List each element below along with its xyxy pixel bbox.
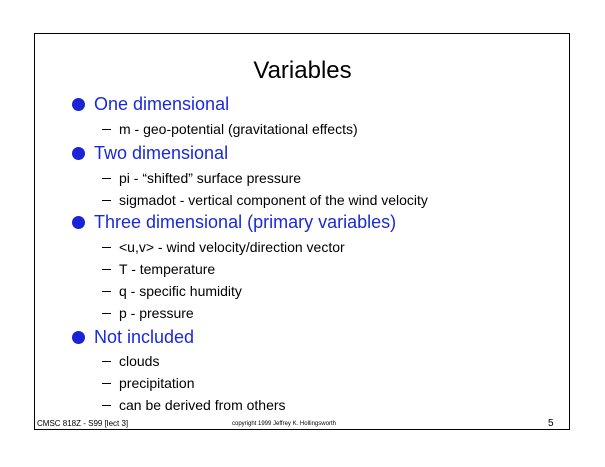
sub-item xyxy=(102,239,345,255)
sub-item xyxy=(102,192,428,208)
bullet-dot-icon xyxy=(72,147,85,160)
sub-item xyxy=(102,353,159,369)
bullet-not-included xyxy=(72,327,194,348)
bullet-dot-icon xyxy=(72,331,85,344)
sub-item-label: can be derived from others xyxy=(119,397,286,413)
dash-icon xyxy=(102,129,111,130)
sub-item xyxy=(102,121,358,137)
sub-item xyxy=(102,375,195,391)
footer-course: CMSC 818Z - S99 [lect 3] xyxy=(37,419,129,428)
dash-icon xyxy=(102,361,111,362)
bullet-three-dimensional xyxy=(72,212,396,233)
dash-icon xyxy=(102,313,111,314)
sub-item-label: m - geo-potential (gravitational effects) xyxy=(119,121,358,137)
bullet-label: Two dimensional xyxy=(94,143,229,163)
sub-item-label: sigmadot - vertical component of the wind velocity xyxy=(119,192,428,208)
sub-item-label: <u,v> - wind velocity/direction vector xyxy=(119,239,345,255)
dash-icon xyxy=(102,178,111,179)
sub-item-label: precipitation xyxy=(119,375,195,391)
bullet-label: Not included xyxy=(94,327,195,347)
dash-icon xyxy=(102,291,111,292)
sub-item-label: q - specific humidity xyxy=(119,283,242,299)
sub-item-label: pi - “shifted” surface pressure xyxy=(119,170,302,186)
sub-item xyxy=(102,397,286,413)
page-number: 5 xyxy=(548,418,554,429)
slide-title: Variables xyxy=(253,57,352,84)
sub-item xyxy=(102,305,194,321)
sub-item xyxy=(102,261,215,277)
bullet-label: One dimensional xyxy=(94,94,230,114)
bullet-dot-icon xyxy=(72,98,85,111)
sub-item-label: T - temperature xyxy=(119,261,216,277)
sub-item xyxy=(102,170,301,186)
sub-item-label: clouds xyxy=(119,353,160,369)
dash-icon xyxy=(102,269,111,270)
bullet-dot-icon xyxy=(72,216,85,229)
bullet-two-dimensional xyxy=(72,143,228,164)
sub-item xyxy=(102,283,242,299)
sub-item-label: p - pressure xyxy=(119,305,194,321)
dash-icon xyxy=(102,200,111,201)
bullet-one-dimensional xyxy=(72,94,229,115)
footer-copyright: copyright 1999 Jeffrey K. Hollingsworth xyxy=(232,421,336,427)
dash-icon xyxy=(102,405,111,406)
bullet-label: Three dimensional (primary variables) xyxy=(94,212,397,232)
dash-icon xyxy=(102,247,111,248)
dash-icon xyxy=(102,383,111,384)
